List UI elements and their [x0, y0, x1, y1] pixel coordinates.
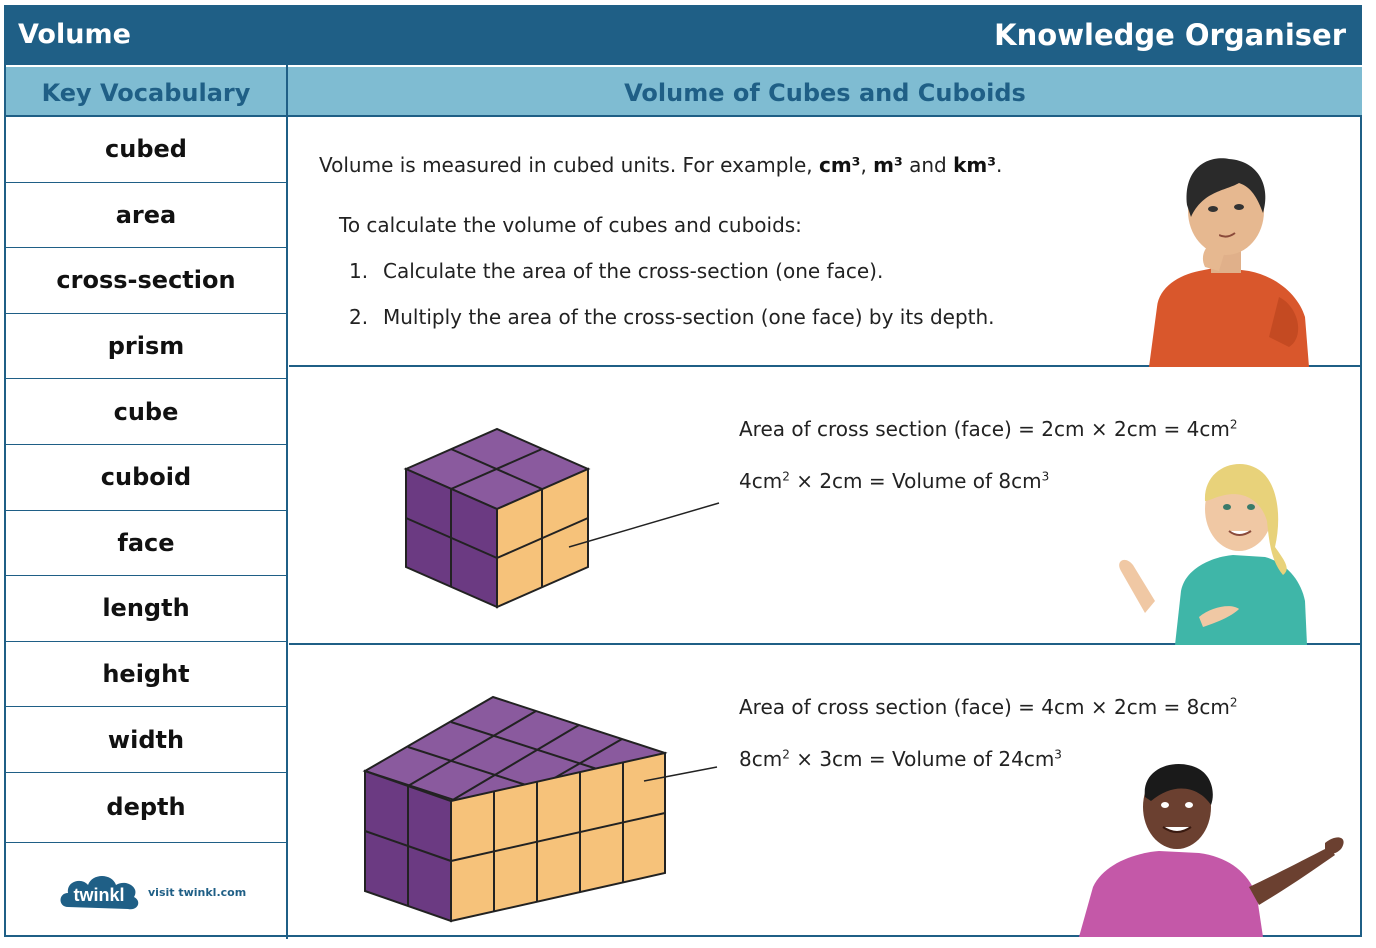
- example1-volume-equation: $4cm^2 \times 2cm$ = Volume of $8cm^3$: [739, 469, 1050, 493]
- intro-text: Volume is measured in cubed units. For example, cm³, m³ and km³.: [319, 153, 1003, 177]
- example2-area-equation: Area of cross section (face) = $4cm \times 2cm = 8cm^2$: [739, 695, 1238, 719]
- column-divider: [286, 65, 288, 939]
- explaining-girl-illustration: [1115, 451, 1315, 645]
- example2-volume-equation: $8cm^2 \times 3cm$ = Volume of $24cm^3$: [739, 747, 1062, 771]
- vocab-item: cross-section: [6, 248, 286, 314]
- vocab-item: cuboid: [6, 445, 286, 511]
- vocab-heading-bar: [6, 65, 286, 117]
- vocab-item: depth: [6, 773, 286, 843]
- twinkl-cloud-icon: [56, 869, 142, 915]
- vocab-heading: Key Vocabulary: [41, 79, 251, 107]
- step-1: 1. Calculate the area of the cross-section (one face).: [349, 259, 884, 283]
- organiser-title: Knowledge Organiser: [994, 18, 1346, 52]
- vocab-item: cubed: [6, 117, 286, 183]
- unit-cm3: cm³: [818, 153, 861, 177]
- vocab-item: width: [6, 707, 286, 773]
- header-bar: [6, 7, 1360, 65]
- main-heading-bar: [288, 65, 1362, 117]
- cuboid-2x2x2-diagram: [389, 409, 729, 619]
- topic-title: Volume: [18, 19, 131, 50]
- visit-link[interactable]: visit twinkl.com: [148, 886, 247, 899]
- vocab-item: area: [6, 183, 286, 249]
- thinking-boy-illustration: [1129, 147, 1319, 367]
- twinkl-logo[interactable]: [56, 869, 256, 919]
- example1-area-equation: Area of cross section (face) = $2cm \times 2cm = 4cm^2$: [739, 417, 1238, 441]
- main-heading: Volume of Cubes and Cuboids: [624, 79, 1026, 107]
- knowledge-organiser: [4, 5, 1362, 937]
- vocab-item: cube: [6, 379, 286, 445]
- cuboid-4x3x2-diagram: [359, 691, 719, 927]
- example-2-section: [289, 647, 1362, 937]
- vocab-item: height: [6, 642, 286, 708]
- twinkl-brand: twinkl: [73, 885, 125, 905]
- vocab-item: prism: [6, 314, 286, 380]
- calc-title: To calculate the volume of cubes and cuboids:: [339, 213, 802, 237]
- intro-section: [289, 117, 1362, 367]
- presenting-boy-illustration: [1079, 757, 1349, 937]
- step-2: 2. Multiply the area of the cross-section (one face) by its depth.: [349, 305, 995, 329]
- vocab-item: face: [6, 511, 286, 577]
- example-1-section: [289, 369, 1362, 645]
- vocab-item: length: [6, 576, 286, 642]
- unit-km3: km³: [953, 153, 997, 177]
- unit-m3: m³: [873, 153, 903, 177]
- vocab-list: [6, 117, 286, 843]
